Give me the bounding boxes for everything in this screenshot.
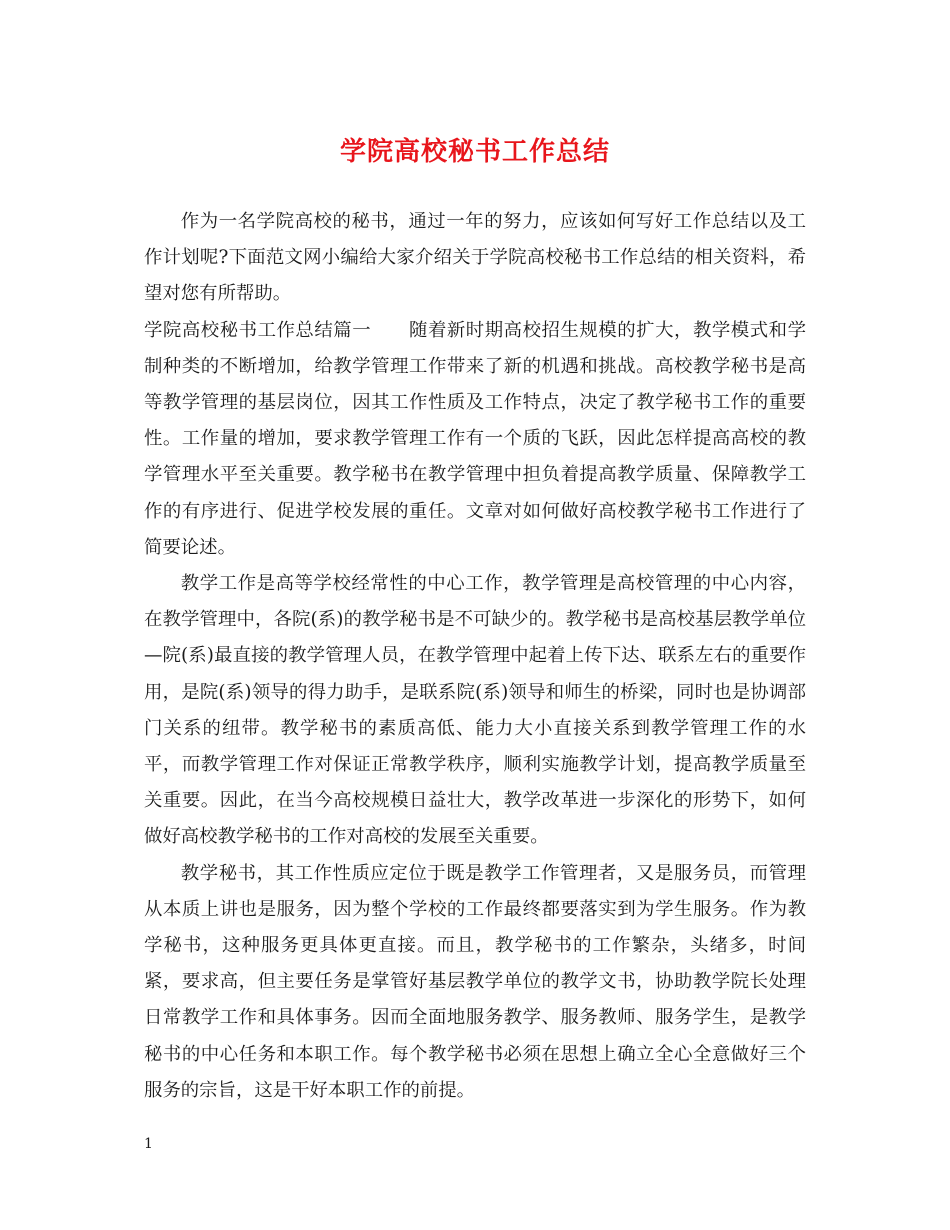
paragraph-intro: 作为一名学院高校的秘书，通过一年的努力，应该如何写好工作总结以及工作计划呢?下面范文网小编给大家介绍关于学院高校秘书工作总结的相关资料，希望对您有所帮助。 [144, 211, 806, 305]
document-body [144, 204, 806, 1109]
paragraph-section-one: 学院高校秘书工作总结篇一 随着新时期高校招生规模的扩大，教学模式和学制种类的不断增加，给教学管理工作带来了新的机遇和挑战。高校教学秘书是高等教学管理的基层岗位，因其工作性质及工作特点，决定了教学秘书工作的重要性。工作量的增加，要求教学管理工作有一个质的飞跃，因此怎样提高高校的教学管理水平至关重要。教学秘书在教学管理中担负着提高教学质量、保障教学工作的有序进行、促进学校发展的重任。文章对如何做好高校教学秘书工作进行了简要论述。 [144, 319, 806, 558]
paragraph-secretary-role: 教学秘书，其工作性质应定位于既是教学工作管理者，又是服务员，而管理从本质上讲也是服务，因为整个学校的工作最终都要落实到为学生服务。作为教学秘书，这种服务更具体更直接。而且，教学秘书的工作繁杂，头绪多，时间紧，要求高，但主要任务是掌管好基层教学单位的教学文书，协助教学院长处理日常教学工作和具体事务。因而全面地服务教学、服务教师、服务学生，是教学秘书的中心任务和本职工作。每个教学秘书必须在思想上确立全心全意做好三个服务的宗旨，这是干好本职工作的前提。 [144, 862, 806, 1101]
document-title: 学院高校秘书工作总结 [339, 137, 610, 167]
page-number: 1 [144, 1136, 153, 1152]
paragraph-teaching-work: 教学工作是高等学校经常性的中心工作，教学管理是高校管理的中心内容，在教学管理中，各院(系)的教学秘书是不可缺少的。教学秘书是高校基层教学单位—院(系)最直接的教学管理人员，在教学管理中起着上传下达、联系左右的重要作用，是院(系)领导的得力助手，是联系院(系)领导和师生的桥梁，同时也是协调部门关系的纽带。教学秘书的素质高低、能力大小直接关系到教学管理工作的水平，而教学管理工作对保证正常教学秩序，顺利实施教学计划，提高教学质量至关重要。因此，在当今高校规模日益壮大，教学改革进一步深化的形势下，如何做好高校教学秘书的工作对高校的发展至关重要。 [144, 573, 806, 848]
